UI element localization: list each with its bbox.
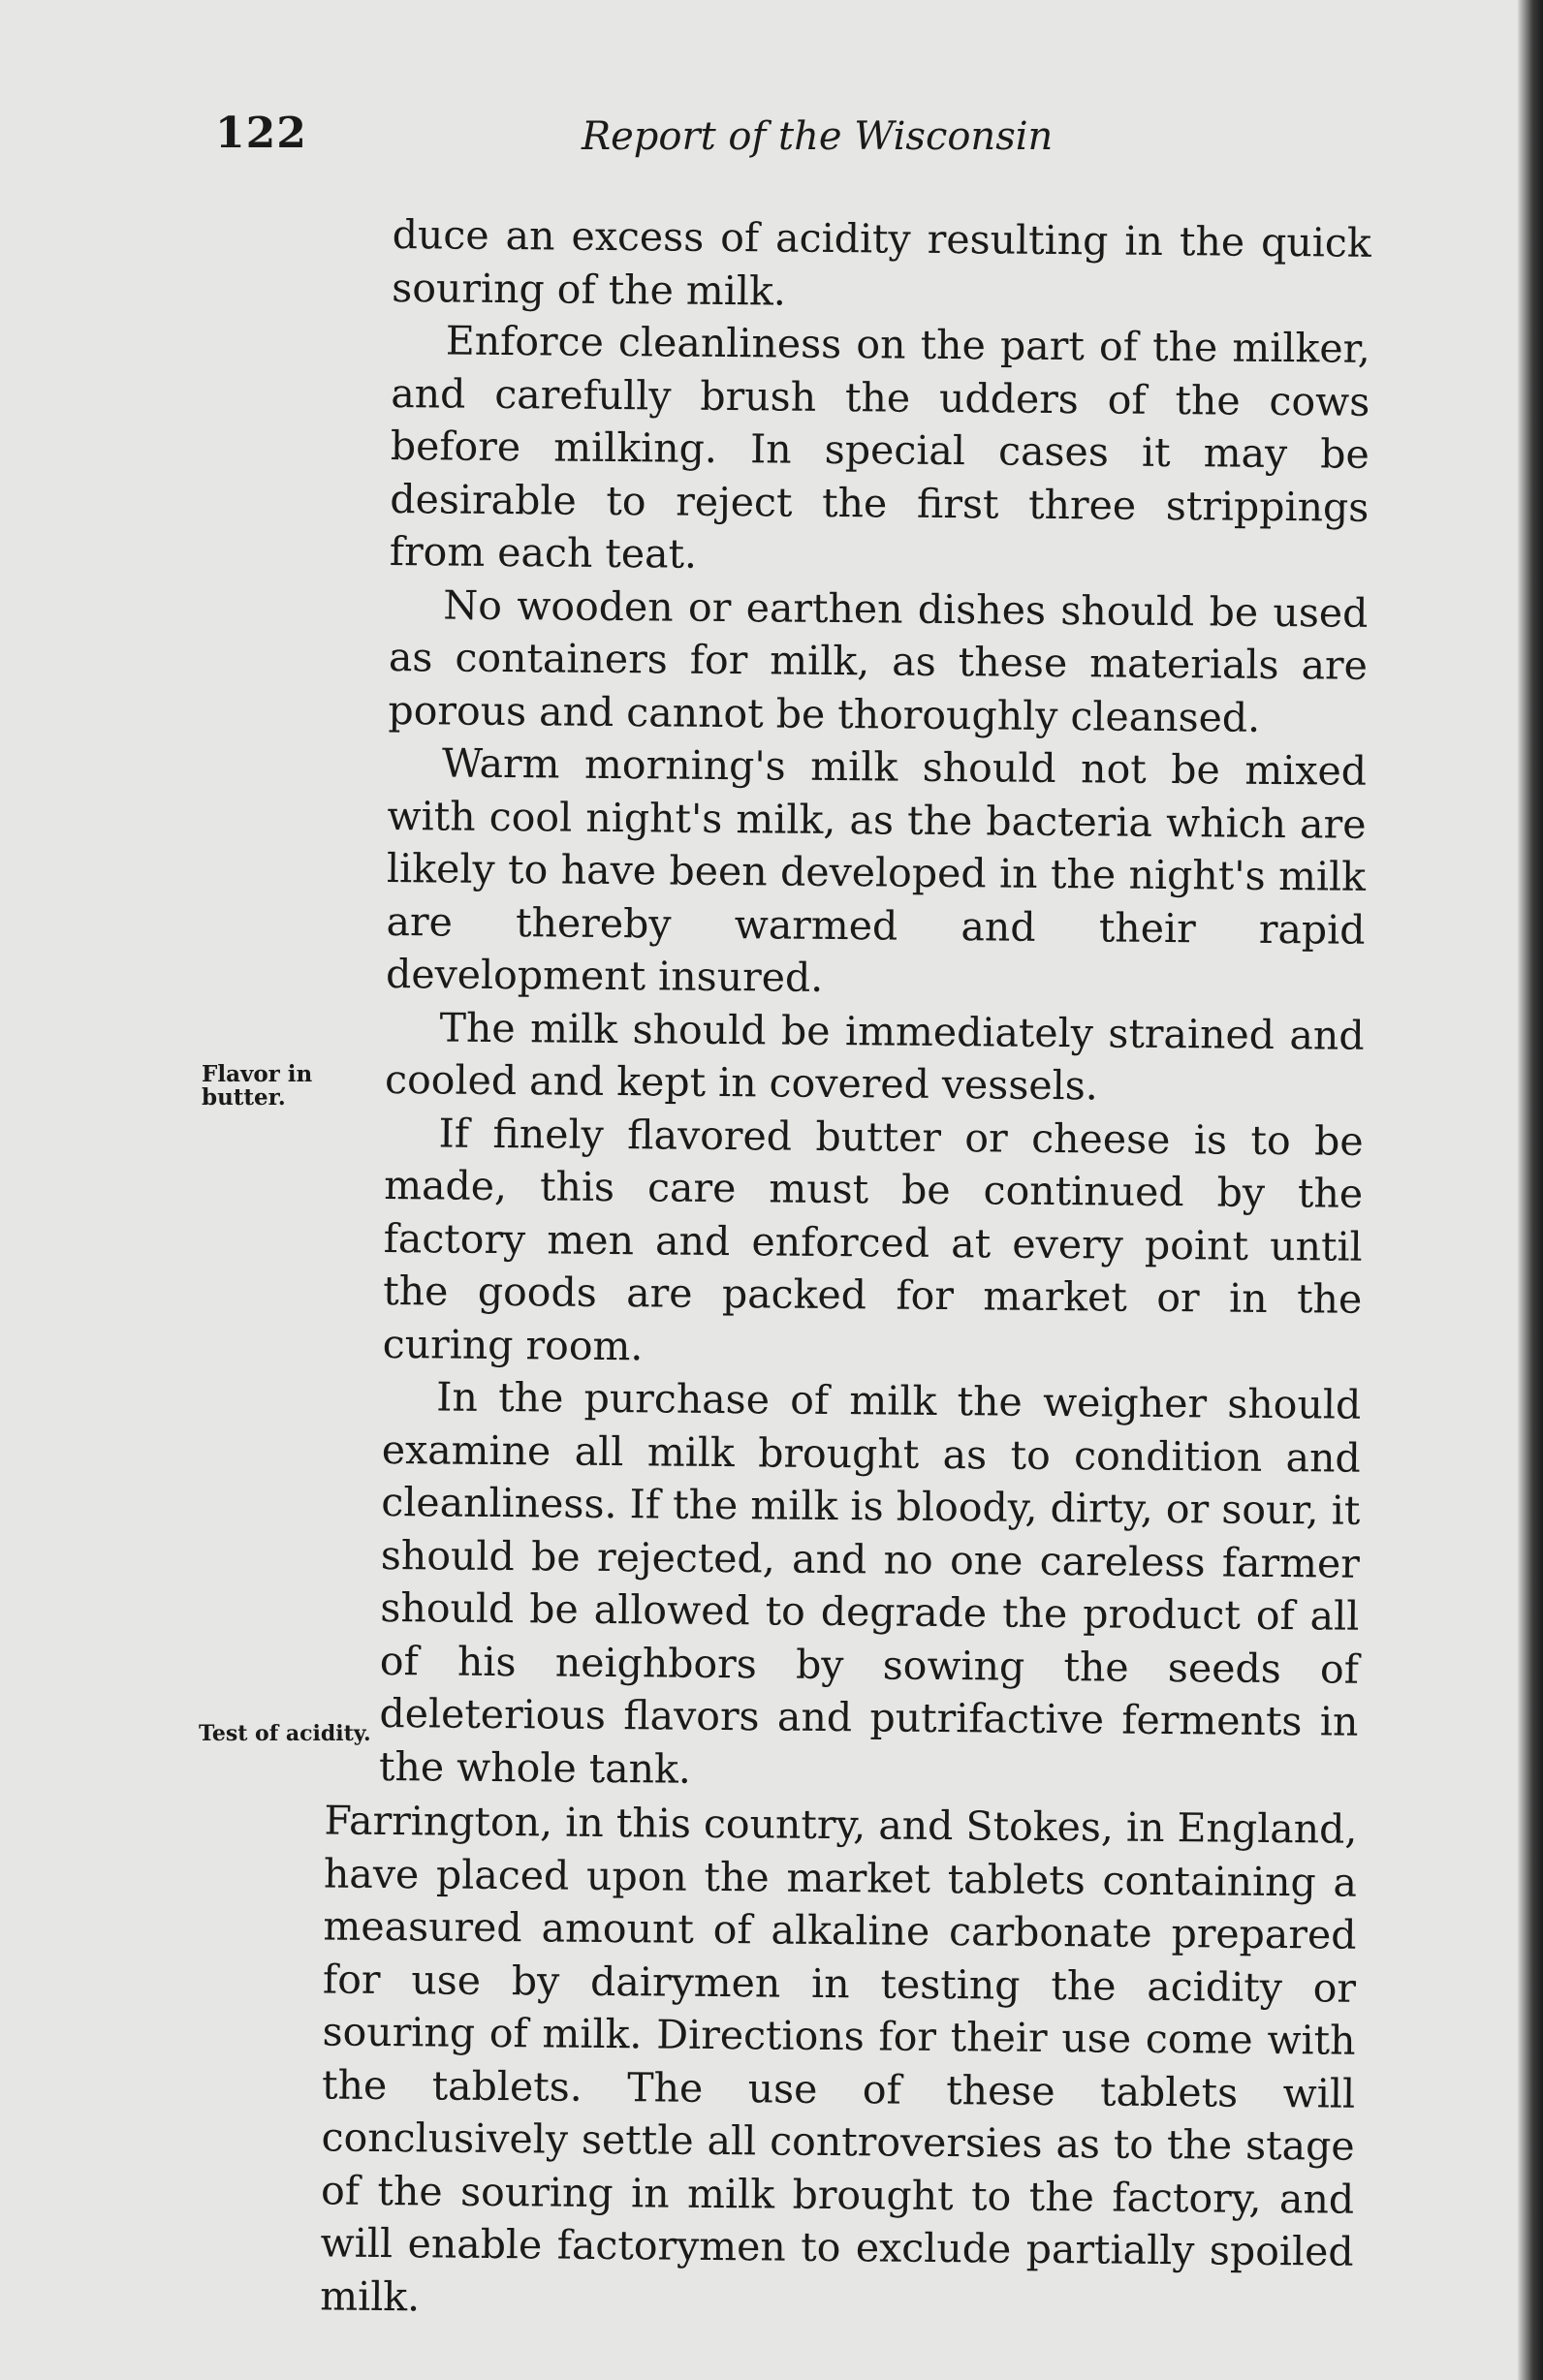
paragraph: duce an excess of acidity resulting in the quick souring of the milk. [392, 210, 1371, 315]
paragraph: The milk should be immediately strained and cooled and kept in covered vessels. [384, 1003, 1365, 1110]
paragraph: Farrington, in this country, and Stokes, in England, have placed upon the market tablets containing a measured amount of alkaline carbonate prepared for use by dairymen in testing the acidity or souring of milk. Directions for their use come with the tablets. The use of these tablets will conclusively settle all controversies as to the stage of the souring in milk brought to the factory, and will enable factorymen to exclude partially spoiled milk. [319, 1797, 1358, 2320]
paragraph: If finely flavored butter or cheese is to be made, this care must be continued by the factory men and enforced at every point until the goods are packed for market or in the curing room. [382, 1109, 1364, 1369]
paragraph: In the purchase of milk the weigher should examine all milk brought as to condition and cleanliness. If the milk is bloody, dirty, or sour, it should be rejected, and no one careless farmer should be allowed to degrade the product of all of his neighbors by sowing the seeds of deleterious flavors and putrifactive ferments in the whole tank. [378, 1373, 1362, 1793]
paragraph: No wooden or earthen dishes should be used as containers for milk, as these materials are porous and cannot be thoroughly cleansed. [388, 580, 1369, 741]
body-text [319, 208, 1371, 2332]
page-edge-shadow [1518, 0, 1543, 2380]
running-head: Report of the Wisconsin [582, 114, 1054, 159]
paragraph: Enforce cleanliness on the part of the milker, and carefully brush the udders of the cows before milking. In special cases it may be desirable to reject the first three strippings from each teat. [389, 317, 1370, 578]
paragraph: Warm morning's milk should not be mixed with cool night's milk, as the bacteria which are likely to have been developed in the night's milk are thereby warmed and their rapid development insured. [385, 739, 1368, 1001]
margin-note-flavor: Flavor in butter. [202, 1061, 313, 1111]
page-number: 122 [215, 109, 307, 158]
margin-note-acidity: Test of acidity. [199, 1721, 371, 1746]
